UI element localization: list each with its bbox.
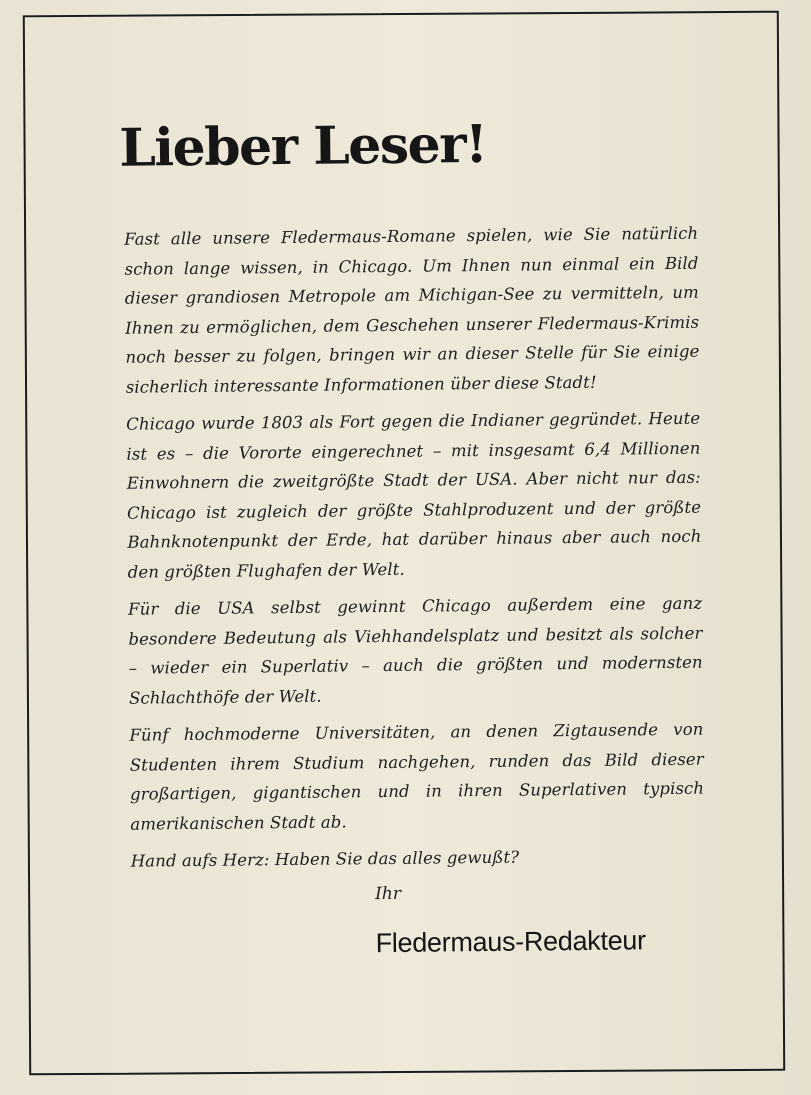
signature: Fledermaus-Redakteur: [375, 924, 646, 958]
paragraph-intro: Fast alle unsere Fledermaus-Romane spielen, wie Sie natürlich schon lange wissen, in Chicago. Um Ihnen nun einmal ein Bild dieser grandiosen Metropole am Michigan-See zu vermitteln, um Ihnen zu ermöglichen, dem Geschehen unserer Fledermaus-Krimis noch besser zu folgen, bringen wir an dieser Stelle für Sie einige sicherlich interessante Informationen über diese Stadt!: [124, 223, 700, 397]
paragraph-livestock: Für die USA selbst gewinnt Chicago außerdem eine ganz besondere Bedeutung als Viehhandelsplatz und besitzt als solcher – wieder ein Superlativ – auch die größten und modernsten Schlachthöfe der Welt.: [128, 593, 703, 708]
letter-content: [97, 114, 716, 962]
headline: Lieber Leser!: [118, 113, 487, 179]
letter-body: [124, 219, 705, 876]
paragraph-universities: Fünf hochmoderne Universitäten, an denen Zigtausende von Studenten ihrem Studium nachgehen, runden das Bild dieser großartigen, gigantischen und in ihren Superlativen typisch amerikanischen Stadt ab.: [129, 719, 705, 834]
closing-word: Ihr: [375, 883, 402, 904]
paragraph-question: Hand aufs Herz: Haben Sie das alles gewußt?: [130, 847, 520, 871]
paragraph-history: Chicago wurde 1803 als Fort gegen die Indianer gegründet. Heute ist es – die Vororte eingerechnet – mit insgesamt 6,4 Millionen Einwohnern die zweitgrößte Stadt der USA. Aber nicht nur das: Chicago ist zugleich der größte Stahlproduzent und der größte Bahnknotenpunkt der Erde, hat darüber hinaus aber auch noch den größten Flughafen der Welt.: [126, 408, 702, 582]
